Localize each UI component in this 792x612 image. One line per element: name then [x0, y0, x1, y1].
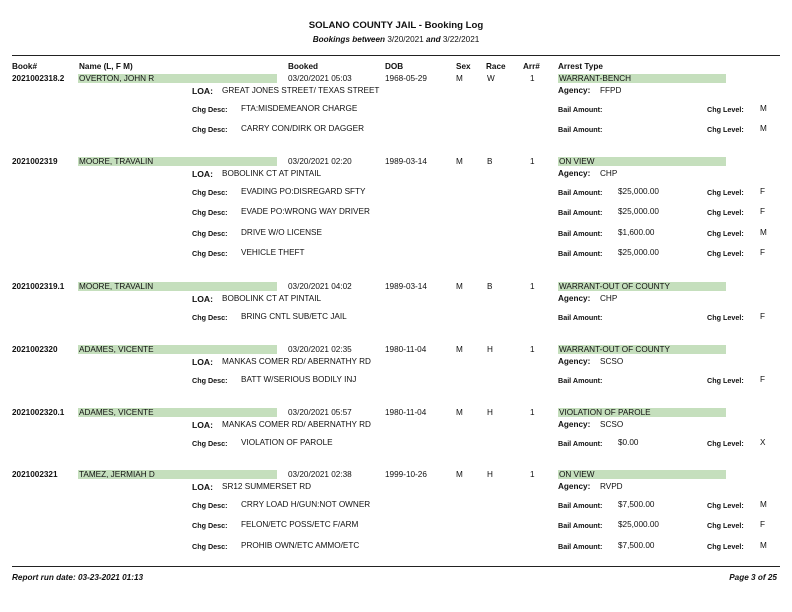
chg-level-label: Chg Level:: [707, 521, 744, 531]
report-subtitle: [0, 35, 792, 44]
race-value: H: [487, 470, 493, 479]
arrest-type: WARRANT-OUT OF COUNTY: [558, 345, 726, 354]
charge-level: M: [760, 227, 767, 237]
bail-amount-label: Bail Amount:: [558, 188, 603, 197]
bail-amount-label: Bail Amount:: [558, 376, 603, 385]
agency-label: Agency:: [558, 86, 591, 95]
agency-value: CHP: [600, 294, 618, 303]
race-value: W: [487, 74, 495, 83]
arrest-count: 1: [530, 74, 535, 83]
col-header-name: Name (L, F M): [79, 62, 133, 71]
arrest-type: WARRANT-OUT OF COUNTY: [558, 282, 726, 291]
booking-number: 2021002318.2: [12, 74, 65, 83]
location-of-arrest: MANKAS COMER RD/ ABERNATHY RD: [222, 357, 371, 366]
chg-desc-label: Chg Desc:: [192, 541, 228, 551]
agency-value: RVPD: [600, 482, 623, 491]
agency-label: Agency:: [558, 169, 591, 178]
charge-description: EVADING PO:DISREGARD SFTY: [241, 187, 366, 196]
chg-level-label: Chg Level:: [707, 105, 744, 114]
charge-description: FTA:MISDEMEANOR CHARGE: [241, 104, 358, 113]
bail-amount-value: $1,600.00: [618, 227, 655, 237]
location-of-arrest: BOBOLINK CT AT PINTAIL: [222, 169, 322, 178]
arrest-count: 1: [530, 157, 535, 166]
loa-label: LOA:: [192, 86, 214, 96]
sex-value: M: [456, 470, 463, 479]
col-header-book: Book#: [12, 62, 38, 71]
chg-level-label: Chg Level:: [707, 313, 744, 322]
subtitle-prefix: Bookings between: [312, 35, 386, 44]
chg-desc-label: Chg Desc:: [192, 501, 228, 510]
chg-desc-label: Chg Desc:: [192, 248, 228, 258]
chg-level-label: Chg Level:: [707, 541, 744, 551]
date-of-birth: 1968-05-29: [385, 74, 427, 83]
booking-number: 2021002320: [12, 345, 58, 354]
inmate-name: OVERTON, JOHN R: [78, 74, 277, 83]
charge-description: CARRY CON/DIRK OR DAGGER: [241, 124, 364, 134]
bail-amount-label: Bail Amount:: [558, 208, 603, 218]
arrest-count: 1: [530, 470, 535, 479]
col-header-sex: Sex: [456, 62, 471, 71]
sex-value: M: [456, 157, 463, 166]
race-value: B: [487, 282, 493, 291]
booking-number: 2021002319: [12, 157, 58, 166]
sex-value: M: [456, 282, 463, 291]
col-header-arrest-type: Arrest Type: [558, 62, 603, 71]
date-of-birth: 1999-10-26: [385, 470, 427, 479]
arrest-count: 1: [530, 345, 535, 354]
charge-level: F: [760, 247, 766, 257]
race-value: B: [487, 157, 493, 166]
bail-amount-label: Bail Amount:: [558, 313, 603, 322]
charge-level: M: [760, 500, 767, 509]
date-of-birth: 1980-11-04: [385, 345, 427, 354]
sex-value: M: [456, 345, 463, 354]
charge-level: F: [760, 312, 766, 321]
location-of-arrest: MANKAS COMER RD/ ABERNATHY RD: [222, 420, 371, 429]
agency-label: Agency:: [558, 294, 591, 303]
booking-number: 2021002320.1: [12, 408, 65, 417]
chg-desc-label: Chg Desc:: [192, 521, 228, 531]
inmate-name: TAMEZ, JERMIAH D: [78, 470, 277, 479]
inmate-name: MOORE, TRAVALIN: [78, 282, 277, 291]
chg-level-label: Chg Level:: [707, 125, 744, 135]
arrest-type: WARRANT-BENCH: [558, 74, 726, 83]
chg-level-label: Chg Level:: [707, 208, 744, 218]
bail-amount-value: $7,500.00: [618, 500, 655, 509]
chg-desc-label: Chg Desc:: [192, 105, 228, 114]
charge-description: CRRY LOAD H/GUN:NOT OWNER: [241, 500, 371, 509]
chg-desc-label: Chg Desc:: [192, 188, 228, 197]
col-header-booked: Booked: [288, 62, 319, 71]
col-header-dob: DOB: [385, 62, 404, 71]
booked-datetime: 03/20/2021 05:57: [288, 408, 352, 417]
booked-datetime: 03/20/2021 02:20: [288, 157, 352, 166]
bail-amount-value: $25,000.00: [618, 187, 659, 196]
charge-description: DRIVE W/O LICENSE: [241, 227, 322, 237]
charge-level: F: [760, 375, 766, 384]
charge-level: F: [760, 520, 766, 530]
loa-label: LOA:: [192, 482, 214, 492]
charge-level: F: [760, 207, 766, 217]
arrest-type: ON VIEW: [558, 157, 726, 166]
arrest-type: VIOLATION OF PAROLE: [558, 408, 726, 417]
date-of-birth: 1989-03-14: [385, 157, 427, 166]
charge-level: M: [760, 124, 767, 134]
chg-level-label: Chg Level:: [707, 376, 744, 385]
charge-description: BRING CNTL SUB/ETC JAIL: [241, 312, 347, 321]
charge-level: F: [760, 187, 766, 196]
booked-datetime: 03/20/2021 04:02: [288, 282, 352, 291]
col-header-race: Race: [486, 62, 506, 71]
chg-level-label: Chg Level:: [707, 439, 744, 448]
race-value: H: [487, 408, 493, 417]
bail-amount-value: $25,000.00: [618, 520, 659, 530]
report-title: SOLANO COUNTY JAIL - Booking Log: [308, 20, 484, 31]
bail-amount-label: Bail Amount:: [558, 228, 603, 238]
col-header-arr: Arr#: [523, 62, 540, 71]
inmate-name: ADAMES, VICENTE: [78, 408, 277, 417]
chg-desc-label: Chg Desc:: [192, 439, 228, 448]
race-value: H: [487, 345, 493, 354]
location-of-arrest: SR12 SUMMERSET RD: [222, 482, 312, 491]
location-of-arrest: GREAT JONES STREET/ TEXAS STREET: [222, 86, 380, 95]
bail-amount-label: Bail Amount:: [558, 501, 603, 510]
agency-value: CHP: [600, 169, 618, 178]
charge-level: X: [760, 438, 766, 447]
booked-datetime: 03/20/2021 02:35: [288, 345, 352, 354]
booked-datetime: 03/20/2021 02:38: [288, 470, 352, 479]
loa-label: LOA:: [192, 357, 214, 367]
end-date: 3/22/2021: [442, 35, 480, 44]
chg-level-label: Chg Level:: [707, 248, 744, 258]
subtitle-and: and: [426, 35, 441, 44]
bail-amount-label: Bail Amount:: [558, 439, 603, 448]
footer-divider: [12, 566, 780, 567]
charge-description: EVADE PO:WRONG WAY DRIVER: [241, 207, 370, 217]
booked-datetime: 03/20/2021 05:03: [288, 74, 352, 83]
agency-value: SCSO: [600, 420, 624, 429]
sex-value: M: [456, 74, 463, 83]
bail-amount-label: Bail Amount:: [558, 541, 603, 551]
chg-desc-label: Chg Desc:: [192, 208, 228, 218]
loa-label: LOA:: [192, 169, 214, 179]
agency-value: SCSO: [600, 357, 624, 366]
inmate-name: ADAMES, VICENTE: [78, 345, 277, 354]
chg-level-label: Chg Level:: [707, 501, 744, 510]
bail-amount-label: Bail Amount:: [558, 125, 603, 135]
agency-label: Agency:: [558, 420, 591, 429]
agency-label: Agency:: [558, 482, 591, 491]
header-divider: [12, 55, 780, 56]
chg-desc-label: Chg Desc:: [192, 313, 228, 322]
agency-value: FFPD: [600, 86, 622, 95]
chg-desc-label: Chg Desc:: [192, 376, 228, 385]
chg-desc-label: Chg Desc:: [192, 228, 228, 238]
charge-description: FELON/ETC POSS/ETC F/ARM: [241, 520, 359, 530]
bail-amount-value: $0.00: [618, 438, 639, 447]
booking-number: 2021002319.1: [12, 282, 65, 291]
loa-label: LOA:: [192, 420, 214, 430]
bail-amount-label: Bail Amount:: [558, 105, 603, 114]
bail-amount-value: $25,000.00: [618, 247, 659, 257]
location-of-arrest: BOBOLINK CT AT PINTAIL: [222, 294, 322, 303]
date-of-birth: 1980-11-04: [385, 408, 427, 417]
arrest-type: ON VIEW: [558, 470, 726, 479]
chg-desc-label: Chg Desc:: [192, 125, 228, 135]
charge-description: PROHIB OWN/ETC AMMO/ETC: [241, 540, 360, 550]
arrest-count: 1: [530, 282, 535, 291]
charge-description: BATT W/SERIOUS BODILY INJ: [241, 375, 357, 384]
chg-level-label: Chg Level:: [707, 188, 744, 197]
charge-description: VEHICLE THEFT: [241, 247, 305, 257]
page-number: Page 3 of 25: [729, 573, 777, 582]
loa-label: LOA:: [192, 294, 214, 304]
report-run-date: Report run date: 03-23-2021 01:13: [12, 573, 144, 582]
bail-amount-label: Bail Amount:: [558, 521, 603, 531]
bail-amount-value: $7,500.00: [618, 540, 655, 550]
agency-label: Agency:: [558, 357, 591, 366]
sex-value: M: [456, 408, 463, 417]
charge-level: M: [760, 104, 767, 113]
start-date: 3/20/2021: [387, 35, 424, 44]
booking-number: 2021002321: [12, 470, 58, 479]
charge-description: VIOLATION OF PAROLE: [241, 438, 333, 447]
chg-level-label: Chg Level:: [707, 228, 744, 238]
charge-level: M: [760, 540, 767, 550]
arrest-count: 1: [530, 408, 535, 417]
date-of-birth: 1989-03-14: [385, 282, 427, 291]
bail-amount-label: Bail Amount:: [558, 248, 603, 258]
inmate-name: MOORE, TRAVALIN: [78, 157, 277, 166]
bail-amount-value: $25,000.00: [618, 207, 659, 217]
